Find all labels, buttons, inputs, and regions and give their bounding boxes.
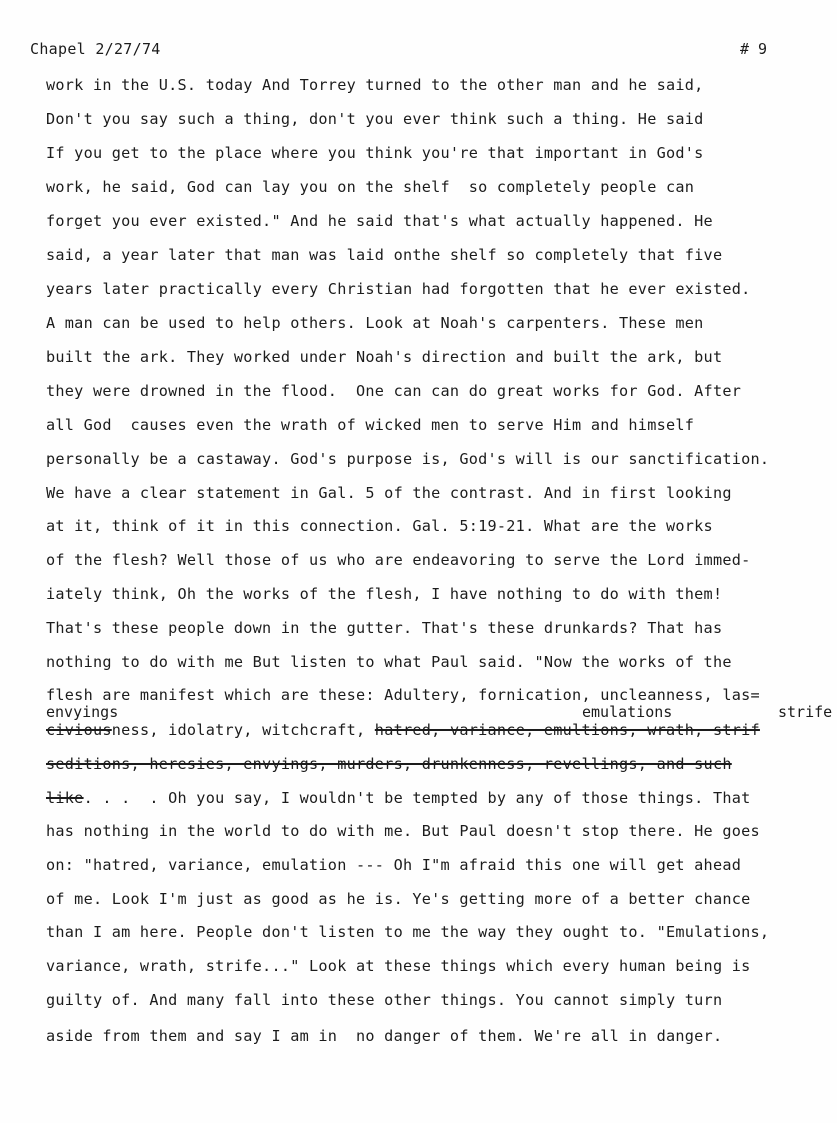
text-span: ness, idolatry, witchcraft, bbox=[111, 721, 375, 739]
text-line: We have a clear statement in Gal. 5 of the contrast. And in first looking bbox=[46, 484, 732, 502]
text-line: they were drowned in the flood. One can can do great works for God. After bbox=[46, 382, 742, 400]
insertion-envyings: envyings bbox=[46, 703, 119, 721]
text-line: said, a year later that man was laid onthe shelf so completely that five bbox=[46, 246, 723, 264]
text-line: of the flesh? Well those of us who are endeavoring to serve the Lord immed- bbox=[46, 551, 751, 569]
text-line: than I am here. People don't listen to me the way they ought to. "Emulations, bbox=[46, 923, 770, 941]
text-line: built the ark. They worked under Noah's direction and built the ark, but bbox=[46, 348, 723, 366]
text-line: work, he said, God can lay you on the shelf so completely people can bbox=[46, 178, 695, 196]
struck-text: like bbox=[46, 789, 84, 807]
struck-text: civious bbox=[46, 721, 112, 739]
text-line: aside from them and say I am in no danger of them. We're all in danger. bbox=[46, 1027, 723, 1045]
text-line: If you get to the place where you think you're that important in God's bbox=[46, 144, 704, 162]
text-line: forget you ever existed." And he said that's what actually happened. He bbox=[46, 212, 713, 230]
struck-text: hatred, variance, emultions, wrath, strif bbox=[374, 721, 760, 739]
text-line: variance, wrath, strife..." Look at these things which every human being is bbox=[46, 957, 751, 975]
text-line: on: "hatred, variance, emulation --- Oh I"m afraid this one will get ahead bbox=[46, 856, 742, 874]
text-line: Don't you say such a thing, don't you ever think such a thing. He said bbox=[46, 110, 704, 128]
text-line: work in the U.S. today And Torrey turned to the other man and he said, bbox=[46, 76, 704, 94]
text-line-with-strikeout bbox=[46, 789, 751, 807]
text-line: flesh are manifest which are these: Adultery, fornication, uncleanness, las= bbox=[46, 686, 760, 704]
page-number: # 9 bbox=[740, 40, 768, 58]
text-line: iately think, Oh the works of the flesh, I have nothing to do with them! bbox=[46, 585, 723, 603]
text-line-with-strikeout bbox=[46, 755, 732, 773]
text-span: . . . . Oh you say, I wouldn't be tempted by any of those things. That bbox=[83, 789, 751, 807]
insertion-strife: strife bbox=[778, 703, 833, 721]
text-line: all God causes even the wrath of wicked men to serve Him and himself bbox=[46, 416, 695, 434]
text-line: A man can be used to help others. Look at Noah's carpenters. These men bbox=[46, 314, 704, 332]
text-line: of me. Look I'm just as good as he is. Ye's getting more of a better chance bbox=[46, 890, 751, 908]
struck-text: seditions, heresies, envyings, murders, drunkenness, revellings, and such bbox=[46, 755, 732, 773]
text-line: at it, think of it in this connection. Gal. 5:19-21. What are the works bbox=[46, 517, 713, 535]
text-line: nothing to do with me But listen to what Paul said. "Now the works of the bbox=[46, 653, 732, 671]
text-line: personally be a castaway. God's purpose is, God's will is our sanctification. bbox=[46, 450, 770, 468]
page-header-date: Chapel 2/27/74 bbox=[30, 40, 161, 58]
text-line: years later practically every Christian had forgotten that he ever existed. bbox=[46, 280, 751, 298]
text-line: has nothing in the world to do with me. But Paul doesn't stop there. He goes bbox=[46, 822, 760, 840]
text-line: guilty of. And many fall into these other things. You cannot simply turn bbox=[46, 991, 723, 1009]
text-line-with-strikeout bbox=[46, 721, 760, 739]
insertion-emulations: emulations bbox=[582, 703, 673, 721]
text-line: That's these people down in the gutter. That's these drunkards? That has bbox=[46, 619, 723, 637]
